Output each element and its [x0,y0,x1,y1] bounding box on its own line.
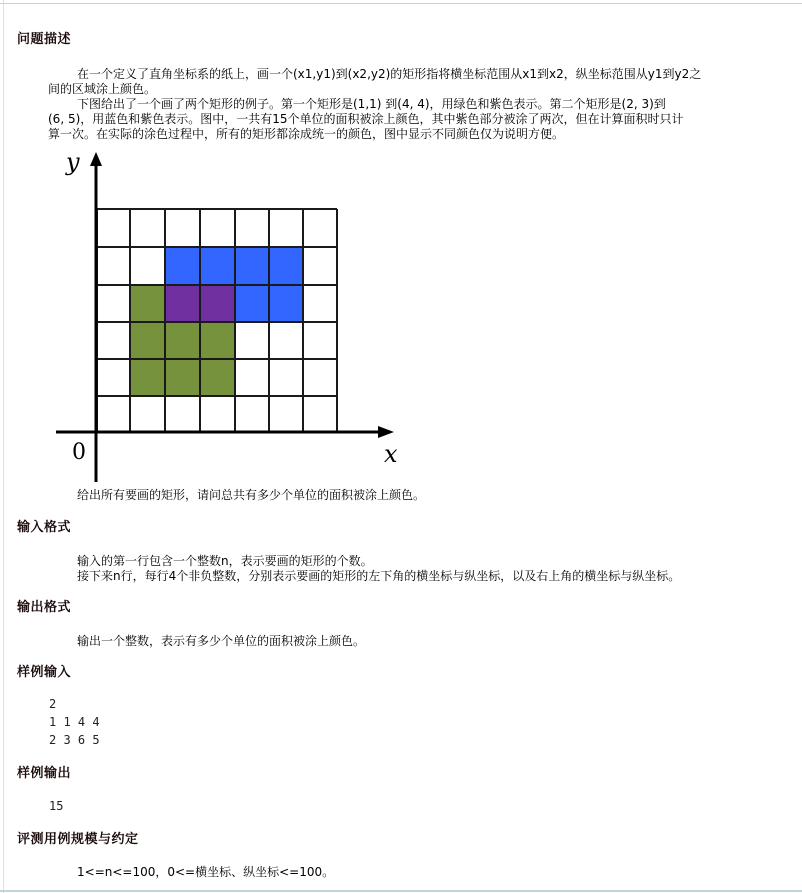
section-title-sample-output: 样例输出 [17,766,72,781]
sample-output-value: 15 [49,799,64,813]
output-format-text: 输出一个整数，表示有多少个单位的面积被涂上颜色。 [77,634,366,648]
origin-label: 0 [72,440,86,465]
section-title-input: 输入格式 [17,520,72,535]
y-axis-label: y [66,148,80,176]
description-text: 间的区域涂上颜色。 [48,82,157,96]
section-title-sample-input: 样例输入 [17,665,72,680]
description-text: 算一次。在实际的涂色过程中，所有的矩形都涂成统一的颜色，图中显示不同颜色仅为说明方便。 [48,127,565,141]
frame-border-bottom [0,890,802,892]
section-title-output: 输出格式 [17,600,72,615]
section-title-description: 问题描述 [17,32,72,47]
input-format-text: 输入的第一行包含一个整数n，表示要画的矩形的个数。 [77,554,373,568]
x-axis-arrow [378,426,394,438]
coordinate-grid-diagram [48,150,408,490]
section-title-constraints: 评测用例规模与约定 [17,832,139,847]
description-text: 下图给出了一个画了两个矩形的例子。第一个矩形是(1,1) 到(4, 4)，用绿色和紫色表示。第二个矩形是(2, 3)到 [77,97,666,111]
question-text: 给出所有要画的矩形，请问总共有多少个单位的面积被涂上颜色。 [77,488,426,502]
rectangle-figure [48,150,408,494]
sample-input-line: 2 [49,697,57,711]
description-text: (6, 5)，用蓝色和紫色表示。图中，一共有15个单位的面积被涂上颜色，其中紫色部分被涂了两次，但在计算面积时只计 [48,112,684,126]
sample-input-line: 1 1 4 4 [49,715,100,729]
frame-border-top [0,3,802,4]
description-text: 在一个定义了直角坐标系的纸上，画一个(x1,y1)到(x2,y2)的矩形指将横坐标范围从x1到x2，纵坐标范围从y1到y2之 [77,67,702,81]
y-axis-arrow [90,152,102,166]
constraints-text: 1<=n<=100，0<=横坐标、纵坐标<=100。 [77,865,335,879]
frame-border-left [3,0,4,893]
sample-input-line: 2 3 6 5 [49,733,100,747]
input-format-text: 接下来n行，每行4个非负整数，分别表示要画的矩形的左下角的横坐标与纵坐标，以及右上角的横坐标与纵坐标。 [77,569,681,583]
x-axis-label: x [384,440,398,468]
